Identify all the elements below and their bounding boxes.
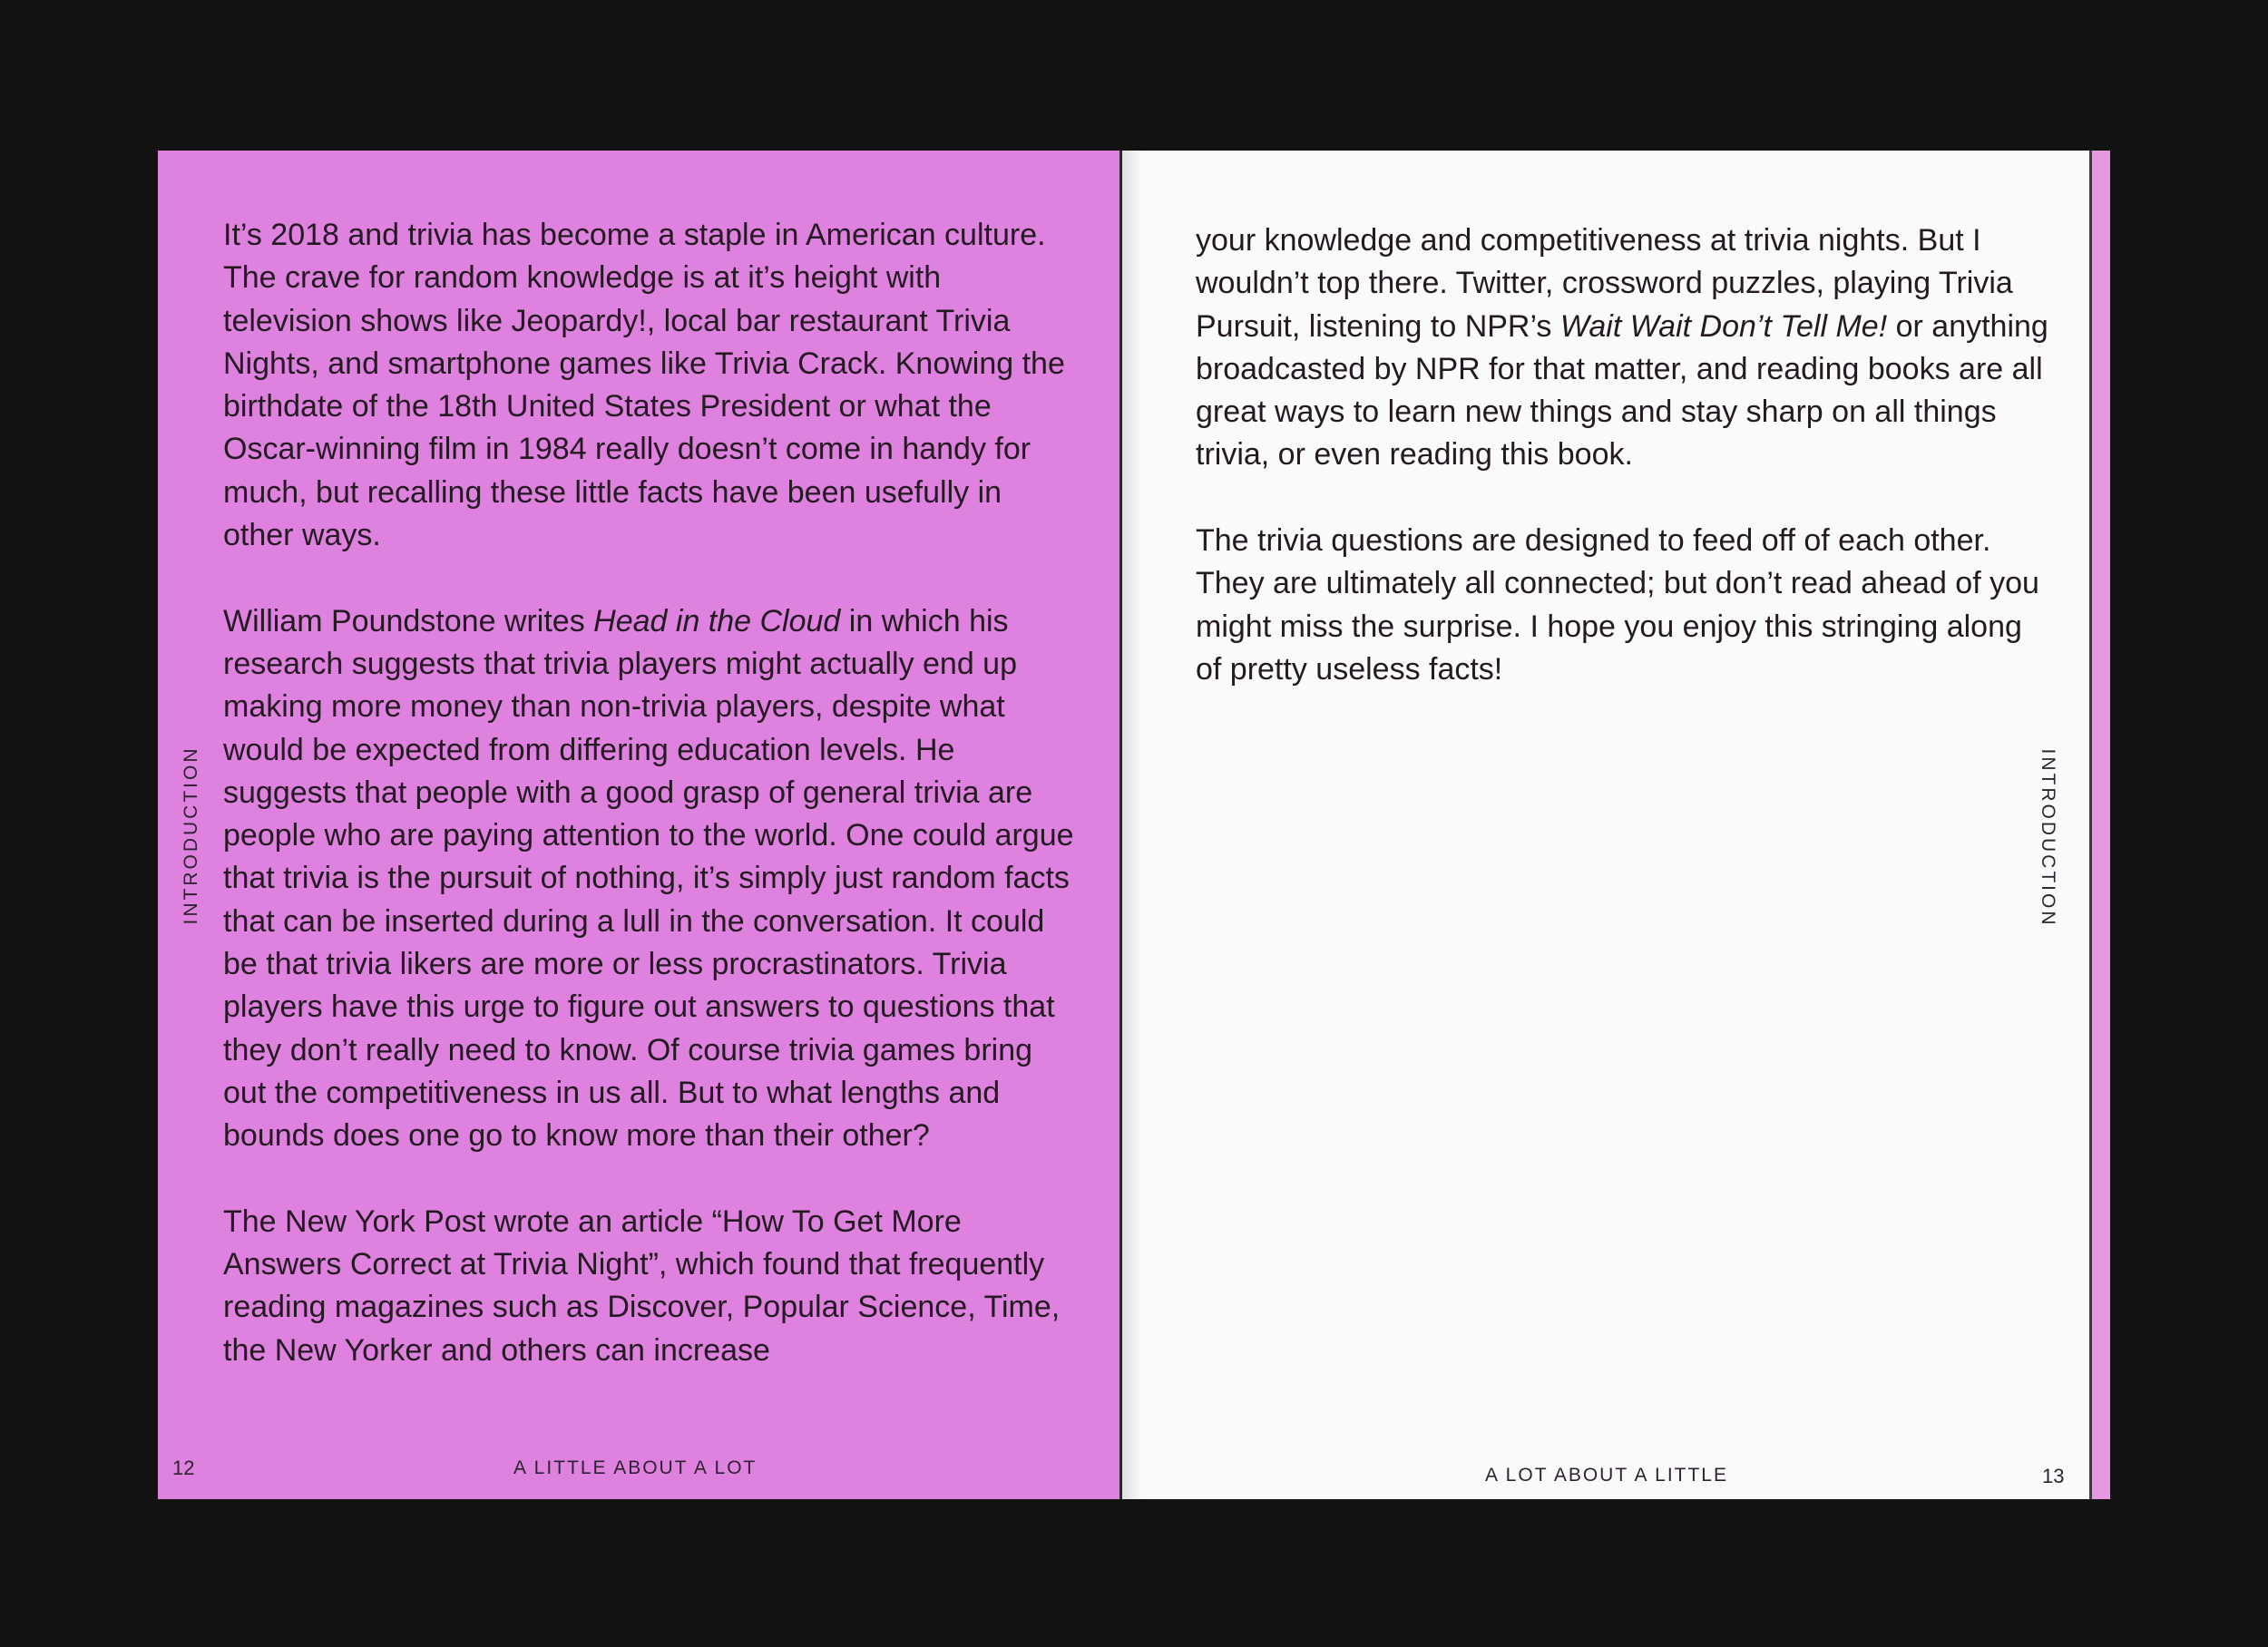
- left-section-label: INTRODUCTION: [181, 746, 201, 925]
- book-spread: [158, 151, 2110, 1499]
- left-page: [158, 151, 1122, 1499]
- left-page-body: [223, 214, 1076, 1372]
- left-paragraph-1: It’s 2018 and trivia has become a staple in American culture. The crave for random knowledge is at it’s height with television shows like Jeopardy!, local bar restaurant Trivia Nights, and smartphone games like Trivia Crack. Knowing the birthdate of the 18th United States President or what the Oscar-winning film in 1984 really doesn’t come in handy for much, but recalling these little facts have been usefully in other ways.: [223, 218, 1065, 553]
- right-running-footer: A LOT ABOUT A LITTLE: [1485, 1465, 1728, 1486]
- show-title-italic: Wait Wait Don’t Tell Me!: [1559, 308, 1888, 344]
- right-paragraph-1-text: your knowledge and competitiveness at trivia nights. But I wouldn’t top there. Twitter, crossword puzzles, playing Trivia Pursuit, listening to NPR’s: [1196, 223, 2013, 344]
- right-page-text: [1196, 219, 2048, 691]
- left-paragraph-2-text-cont: in which his research suggests that trivia players might actually end up making more money than non-trivia players, despite what would be expected from differing education levels. He suggests that people with a good grasp of general trivia are people who are paying attention to the world. One could argue that trivia is the pursuit of nothing, it’s simply just random facts that can be inserted during a lull in the conversation. It could be that trivia likers are more or less procrastinators. Trivia players have this urge to figure out answers to questions that they don’t really need to know. Of course trivia games bring out the competitiveness in us all. But to what lengths and bounds does one go to know more than their other?: [223, 603, 1074, 1154]
- left-paragraph-3: The New York Post wrote an article “How To Get More Answers Correct at Trivia Night”, which found that frequently reading magazines such as Discover, Popular Science, Time, the New Yorker and others can increase: [223, 1204, 1061, 1368]
- right-paragraph-1: [1196, 219, 2048, 477]
- left-page-number: 12: [172, 1457, 195, 1479]
- left-paragraph-2: [223, 600, 1076, 1158]
- gutter-shade: [1122, 151, 1142, 1499]
- book-title-italic: Head in the Cloud: [593, 603, 841, 638]
- left-paragraph-2-text: William Poundstone writes: [223, 603, 594, 638]
- cover-edge: [2089, 151, 2110, 1499]
- right-page-number: 13: [2042, 1465, 2065, 1487]
- right-paragraph-2: The trivia questions are designed to feed off of each other. They are ultimately all connected; but don’t read ahead of you might miss the surprise. I hope you enjoy this stringing along of pretty useless facts!: [1196, 523, 2039, 687]
- right-section-label: INTRODUCTION: [2038, 748, 2058, 928]
- left-running-footer: A LITTLE ABOUT A LOT: [513, 1457, 758, 1478]
- right-paragraph-1-text-cont: or anything broadcasted by NPR for that matter, and reading books are all great ways to learn new things and stay sharp on all things trivia, or even reading this book.: [1196, 308, 2048, 473]
